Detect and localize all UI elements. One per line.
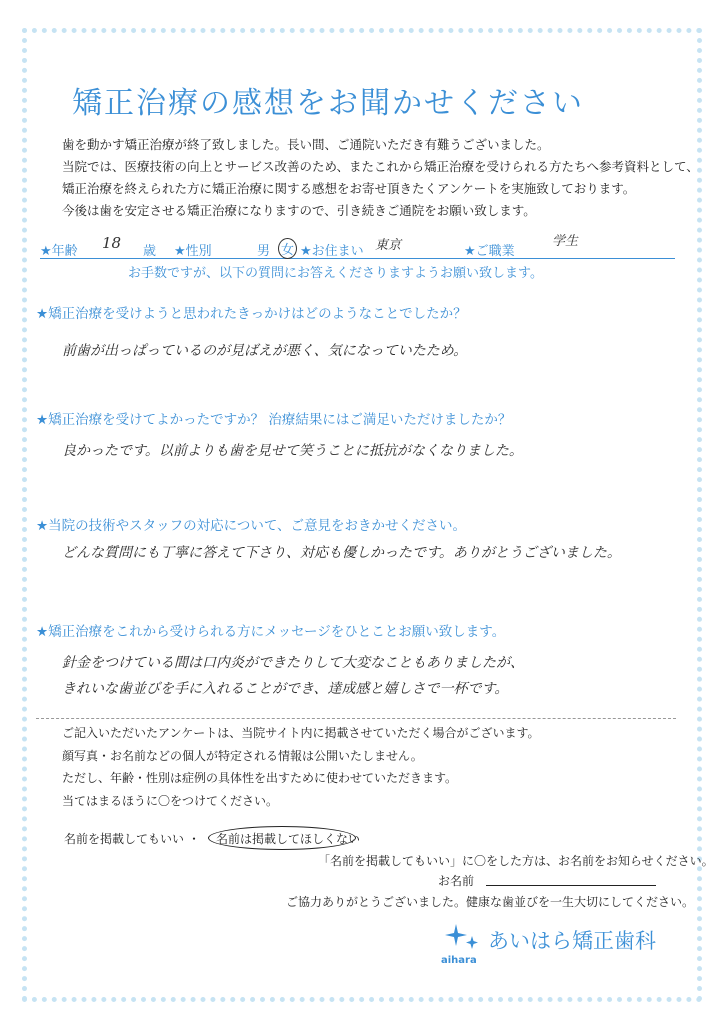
footer-line: ただし、年齢・性別は症例の具体性を出すために使わせていただきます。 [62,771,458,785]
intro-line: 矯正治療を終えられた方に矯正治療に関する感想をお寄せ頂きたくアンケートを実施致しております。 [62,181,636,196]
question-1: ★矯正治療を受けようと思われたきっかけはどのようなことでしたか？ [36,306,467,322]
footer-line: 当てはまるほうに〇をつけてください。 [62,793,279,808]
divider [36,718,676,719]
name-note: 「名前を掲載してもいい」に〇をした方は、お名前をお知らせください。 [318,854,714,868]
request-note: お手数ですが、以下の質問にお答えくださりますようお願い致します。 [128,266,543,281]
question-3: ★当院の技術やスタッフの対応について、ご意見をおきかせください。 [36,518,467,534]
sex-female-circled: 女 [278,238,297,259]
address-value: 東京 [375,238,402,253]
clinic-logo-sub: aihara [441,955,477,966]
name-field[interactable] [486,885,656,886]
answer-4-line-2: きれいな歯並びを手に入れることができ、達成感と嬉しさで一杯です。 [62,681,509,697]
choice-separator: ・ [188,832,201,846]
intro-line: 歯を動かす矯正治療が終了致しました。長い間、ご通院いただき有難うございました。 [62,137,550,152]
sex-label: ★性別 [174,244,212,259]
job-label: ★ご職業 [464,244,515,259]
footer-line: ご記入いただいたアンケートは、当院サイト内に掲載させていただく場合がございます。 [62,726,540,740]
question-4: ★矯正治療をこれから受けられる方にメッセージをひとことお願い致します。 [36,624,506,640]
intro-line: 今後は歯を安定させる矯正治療になりますので、引き続きご通院をお願い致します。 [62,203,536,218]
footer-notes [62,722,539,812]
choice-publish[interactable]: 名前を掲載してもいい [64,832,185,846]
question-2: ★矯正治療を受けてよかったですか？ 治療結果にはご満足いただけましたか？ [36,412,512,428]
name-label: お名前 [438,874,475,888]
intro-line: 当院では、医療技術の向上とサービス改善のため、またこれから矯正治療を受けられる方たちへ参考資料として、 [62,159,699,174]
footer-line: 顔写真・お名前などの個人が特定される情報は公開いたしません。 [62,748,423,763]
choice-no-publish[interactable]: 名前は掲載してほしくない [216,832,361,846]
age-value: 18 [102,234,122,252]
intro-text [62,134,699,222]
answer-3: どんな質問にも丁寧に答えて下さり、対応も優しかったです。ありがとうございました。 [62,545,621,561]
job-value: 学生 [552,234,579,249]
sparkle-logo-icon [444,922,484,954]
thanks-text: ご協力ありがとうございました。健康な歯並びを一生大切にしてください。 [286,895,695,909]
answer-1: 前歯が出っぱっているのが見ばえが悪く、気になっていたため。 [62,343,468,359]
age-unit: 歳 [143,244,157,259]
address-label: ★お住まい [300,244,364,259]
page-title: 矯正治療の感想をお聞かせください [72,86,584,121]
answer-4-line-1: 針金をつけている間は口内炎ができたりして大変なこともありましたが、 [62,655,524,671]
clinic-logo-name: あいはら矯正歯科 [488,929,656,953]
age-label: ★年齢 [40,244,78,259]
answer-2: 良かったです。以前よりも歯を見せて笑うことに抵抗がなくなりました。 [62,443,523,459]
profile-row [40,234,675,259]
sex-male: 男 [257,244,271,259]
